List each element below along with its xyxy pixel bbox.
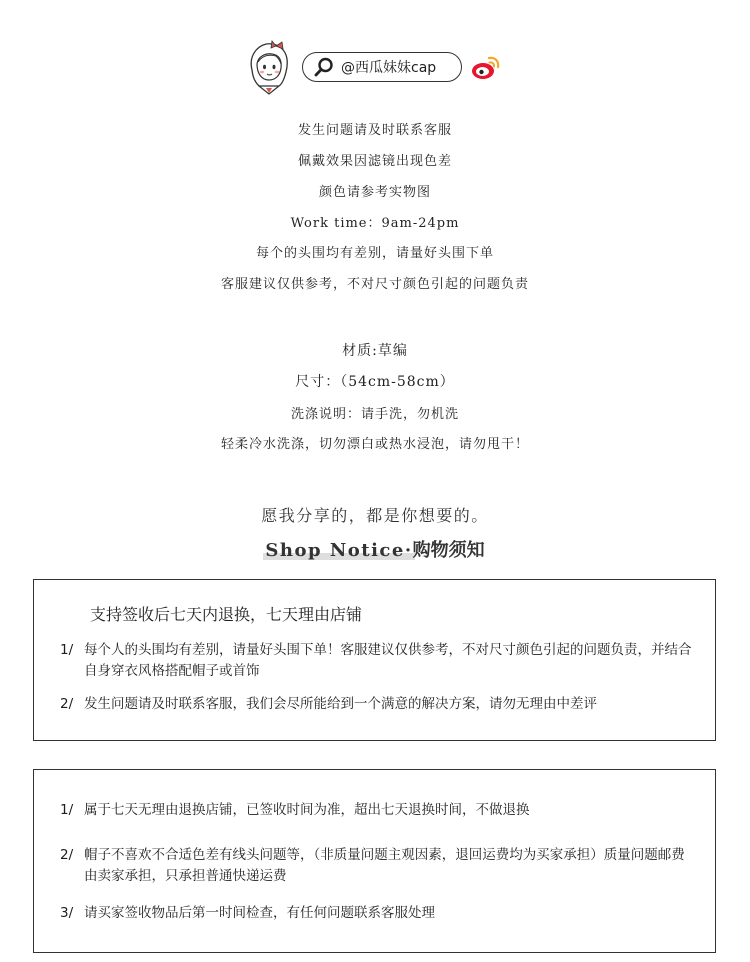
info-line-service: 发生问题请及时联系客服 [297,123,452,138]
wash-detail-line: 轻柔冷水洗涤，切勿漂白或热水浸泡，请勿甩干！ [220,437,529,452]
info-line-color: 颜色请参考实物图 [318,185,431,200]
return-policy-box [33,579,716,741]
return-policy-heading: 支持签收后七天内退换，七天理由店铺 [90,605,363,624]
avatar-illustration [246,40,292,96]
info-line-disclaimer: 客服建议仅供参考，不对尺寸颜色引起的问题负责 [220,277,529,292]
list-item-number: 3/ [60,905,74,921]
weibo-handle-text: @西瓜妹妹cap [341,60,437,76]
list-item [60,903,695,924]
shop-header [0,40,750,100]
info-line-headsize: 每个的头围均有差别，请量好头围下单 [255,246,494,261]
list-item-text: 每个人的头围均有差别，请量好头围下单！客服建议仅供参考，不对尺寸颜色引起的问题负责，并结合自身穿衣风格搭配帽子或首饰 [84,642,692,679]
list-item-text: 发生问题请及时联系客服，我们会尽所能给到一个满意的解决方案，请勿无理由中差评 [84,696,597,712]
list-item-number: 1/ [60,642,74,658]
info-line-filter: 佩戴效果因滤镜出现色差 [297,154,452,169]
list-item-text: 请买家签收物品后第一时间检查，有任何问题联系客服处理 [84,905,435,921]
list-item-number: 2/ [60,847,74,863]
material-line: 材质:草编 [342,343,408,359]
shop-notice-title [0,536,750,562]
shop-notice-title-en: Shop Notice· [265,540,413,561]
exchange-rules-box [33,769,716,953]
list-item-text: 帽子不喜欢不合适色差有线头问题等，（非质量问题主观因素，退回运费均为买家承担）质量问题邮费由卖家承担，只承担普通快递运费 [84,847,685,884]
wash-instruction-line: 洗涤说明：请手洗，勿机洗 [290,407,459,422]
list-item [60,845,695,887]
list-item-number: 2/ [60,696,74,712]
weibo-handle-pill[interactable] [302,52,462,82]
weibo-icon[interactable] [471,53,501,81]
info-line-worktime: Work time：9am-24pm [290,216,460,231]
list-item [60,800,695,821]
size-line: 尺寸：（54cm-58cm） [295,374,455,390]
list-item-number: 1/ [60,802,74,818]
list-item [60,640,695,682]
search-icon [313,56,335,78]
shop-notice-title-zh: 购物须知 [412,540,485,561]
slogan: 愿我分享的，都是你想要的。 [261,506,489,525]
list-item-text: 属于七天无理由退换店铺，已签收时间为准，超出七天退换时间，不做退换 [84,802,530,818]
list-item [60,694,695,715]
